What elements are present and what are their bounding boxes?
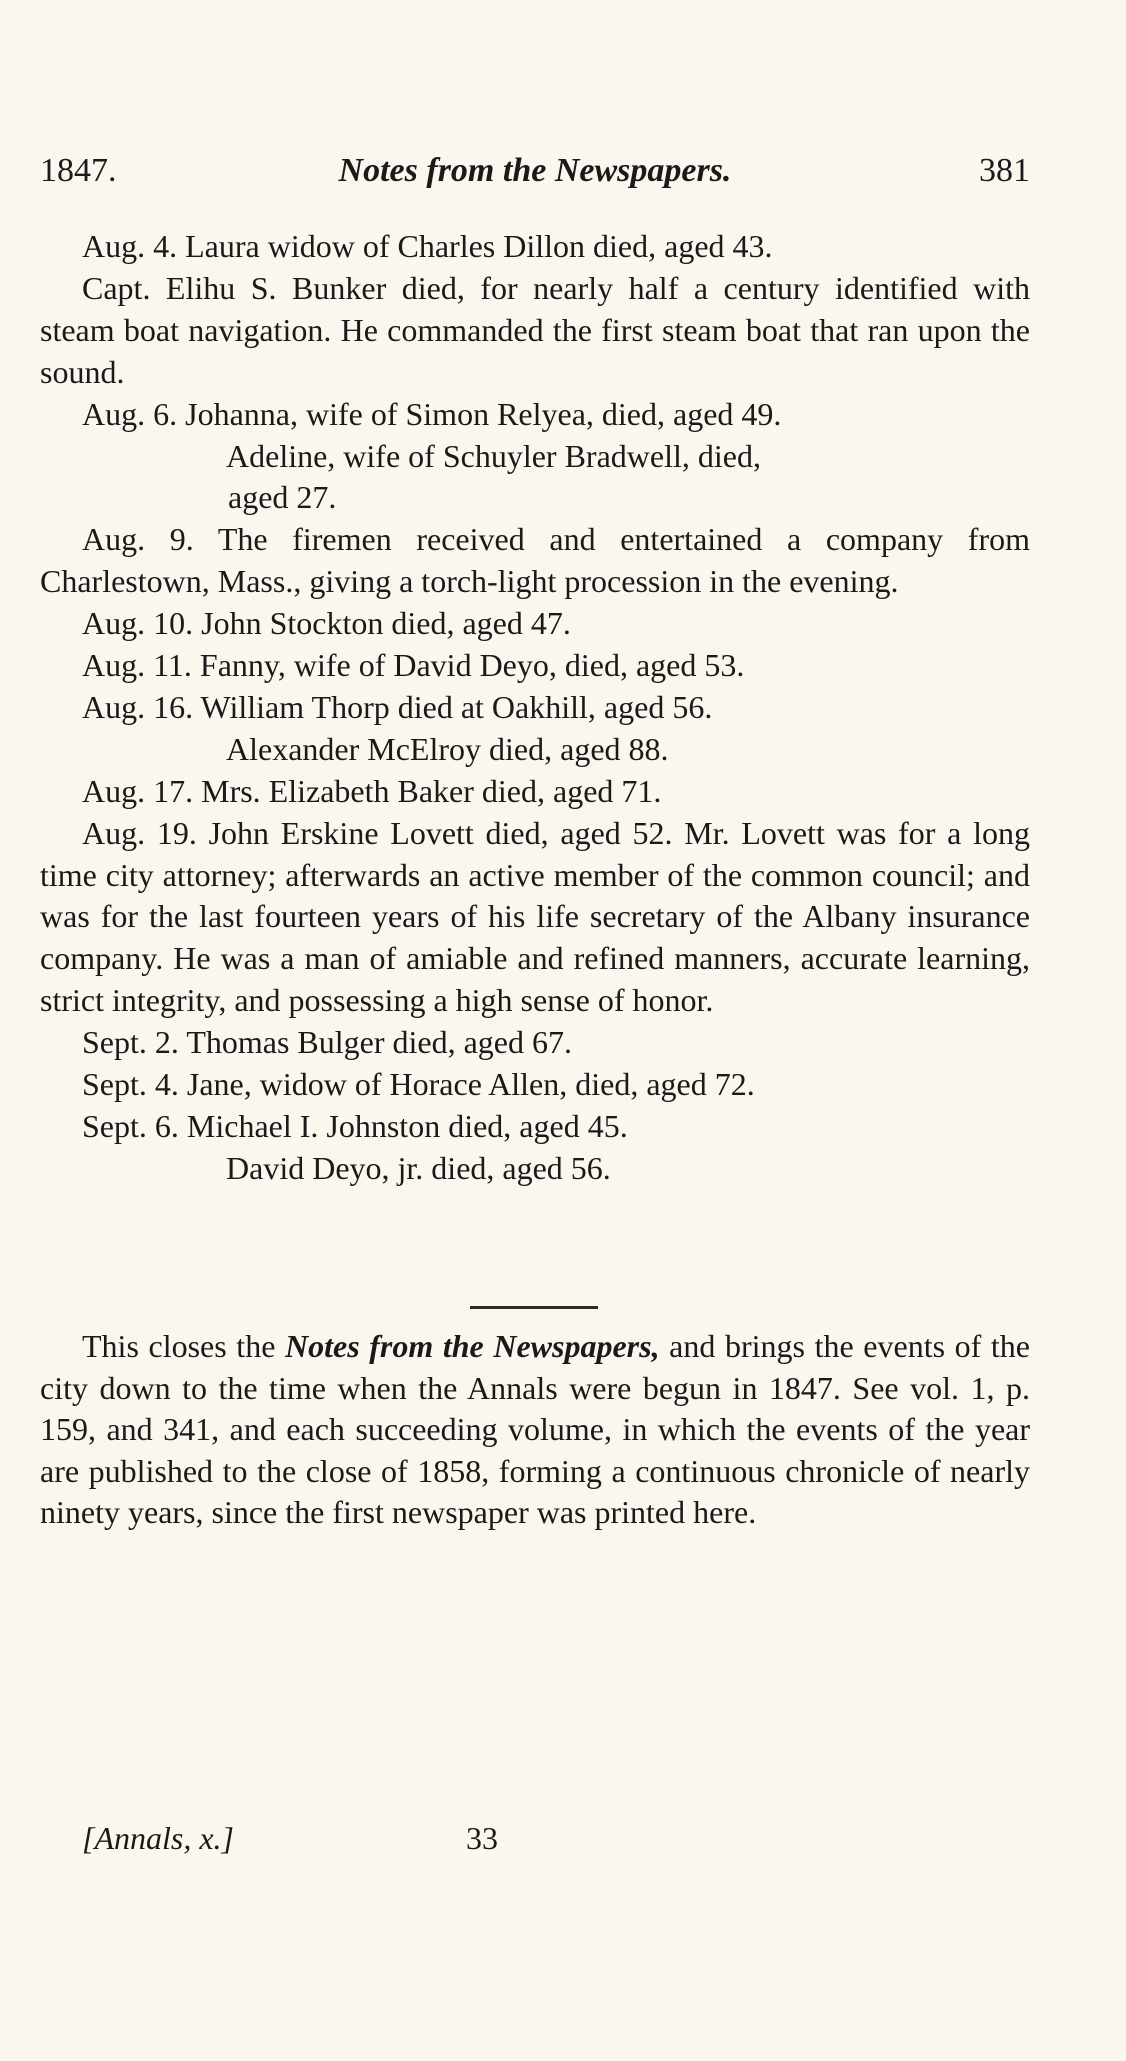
entry-sept2: Sept. 2. Thomas Bulger died, aged 67. [82, 1024, 572, 1061]
entries-list [40, 226, 1030, 1190]
entry-deyo: David Deyo, jr. died, aged 56. [226, 1149, 611, 1186]
closing-paragraph [40, 1326, 1030, 1534]
entry-mcelroy: Alexander McElroy died, aged 88. [226, 730, 669, 767]
entry-bunker: Capt. Elihu S. Bunker died, for nearly half a century identified with steam boat navigation. He commanded the first steam boat that ran upon the sound. [40, 269, 1030, 390]
entry-aug6: Aug. 6. Johanna, wife of Simon Relyea, died, aged 49. [82, 395, 782, 432]
closing-lead: This closes the [82, 1328, 285, 1364]
entry-aug9: Aug. 9. The firemen received and entertained a company from Charlestown, Mass., giving a torch-light procession in the evening. [40, 521, 1030, 600]
header-year: 1847. [40, 152, 117, 189]
header-title: Notes from the Newspapers. [338, 152, 732, 189]
closing-rest: and brings the events of the city down to the time when the Annals were begun in 1847. See vol. 1, p. 159, and 341, and each succeeding volume, in which the events of the year are published to the close of 1858, forming a continuous chronicle of nearly ninety years, since the first newspaper was printed here. [40, 1328, 1031, 1530]
entry-adeline: Adeline, wife of Schuyler Bradwell, died, [226, 437, 761, 474]
entry-adeline-age: aged 27. [228, 479, 337, 516]
sheet-number: 33 [466, 1820, 498, 1856]
entry-aug4: Aug. 4. Laura widow of Charles Dillon died, aged 43. [82, 228, 773, 264]
entry-sept6: Sept. 6. Michael I. Johnston died, aged 45. [82, 1107, 628, 1144]
closing-text [40, 1326, 1030, 1534]
running-header [40, 152, 1030, 196]
entry-aug19: Aug. 19. John Erskine Lovett died, aged 52. Mr. Lovett was for a long time city attorney; afterwards an active member of the common council; and was for the last fourteen years of his life secretary of the Albany insurance company. He was a man of amiable and refined manners, accurate learning, strict integrity, and possessing a high sense of honor. [40, 814, 1030, 1019]
entry-aug11: Aug. 11. Fanny, wife of David Deyo, died, aged 53. [82, 647, 745, 684]
section-divider [470, 1306, 598, 1309]
closing-italic-title: Notes from the Newspapers, [285, 1328, 660, 1364]
entry-sept4: Sept. 4. Jane, widow of Horace Allen, died, aged 72. [82, 1066, 755, 1103]
page-footer [82, 1820, 682, 1857]
entry-aug10: Aug. 10. John Stockton died, aged 47. [82, 605, 571, 642]
page-number: 381 [979, 152, 1030, 189]
entry-aug16: Aug. 16. William Thorp died at Oakhill, aged 56. [82, 688, 713, 725]
signature-mark: [Annals, x.] [82, 1820, 234, 1856]
entry-aug17: Aug. 17. Mrs. Elizabeth Baker died, aged 71. [82, 772, 662, 809]
